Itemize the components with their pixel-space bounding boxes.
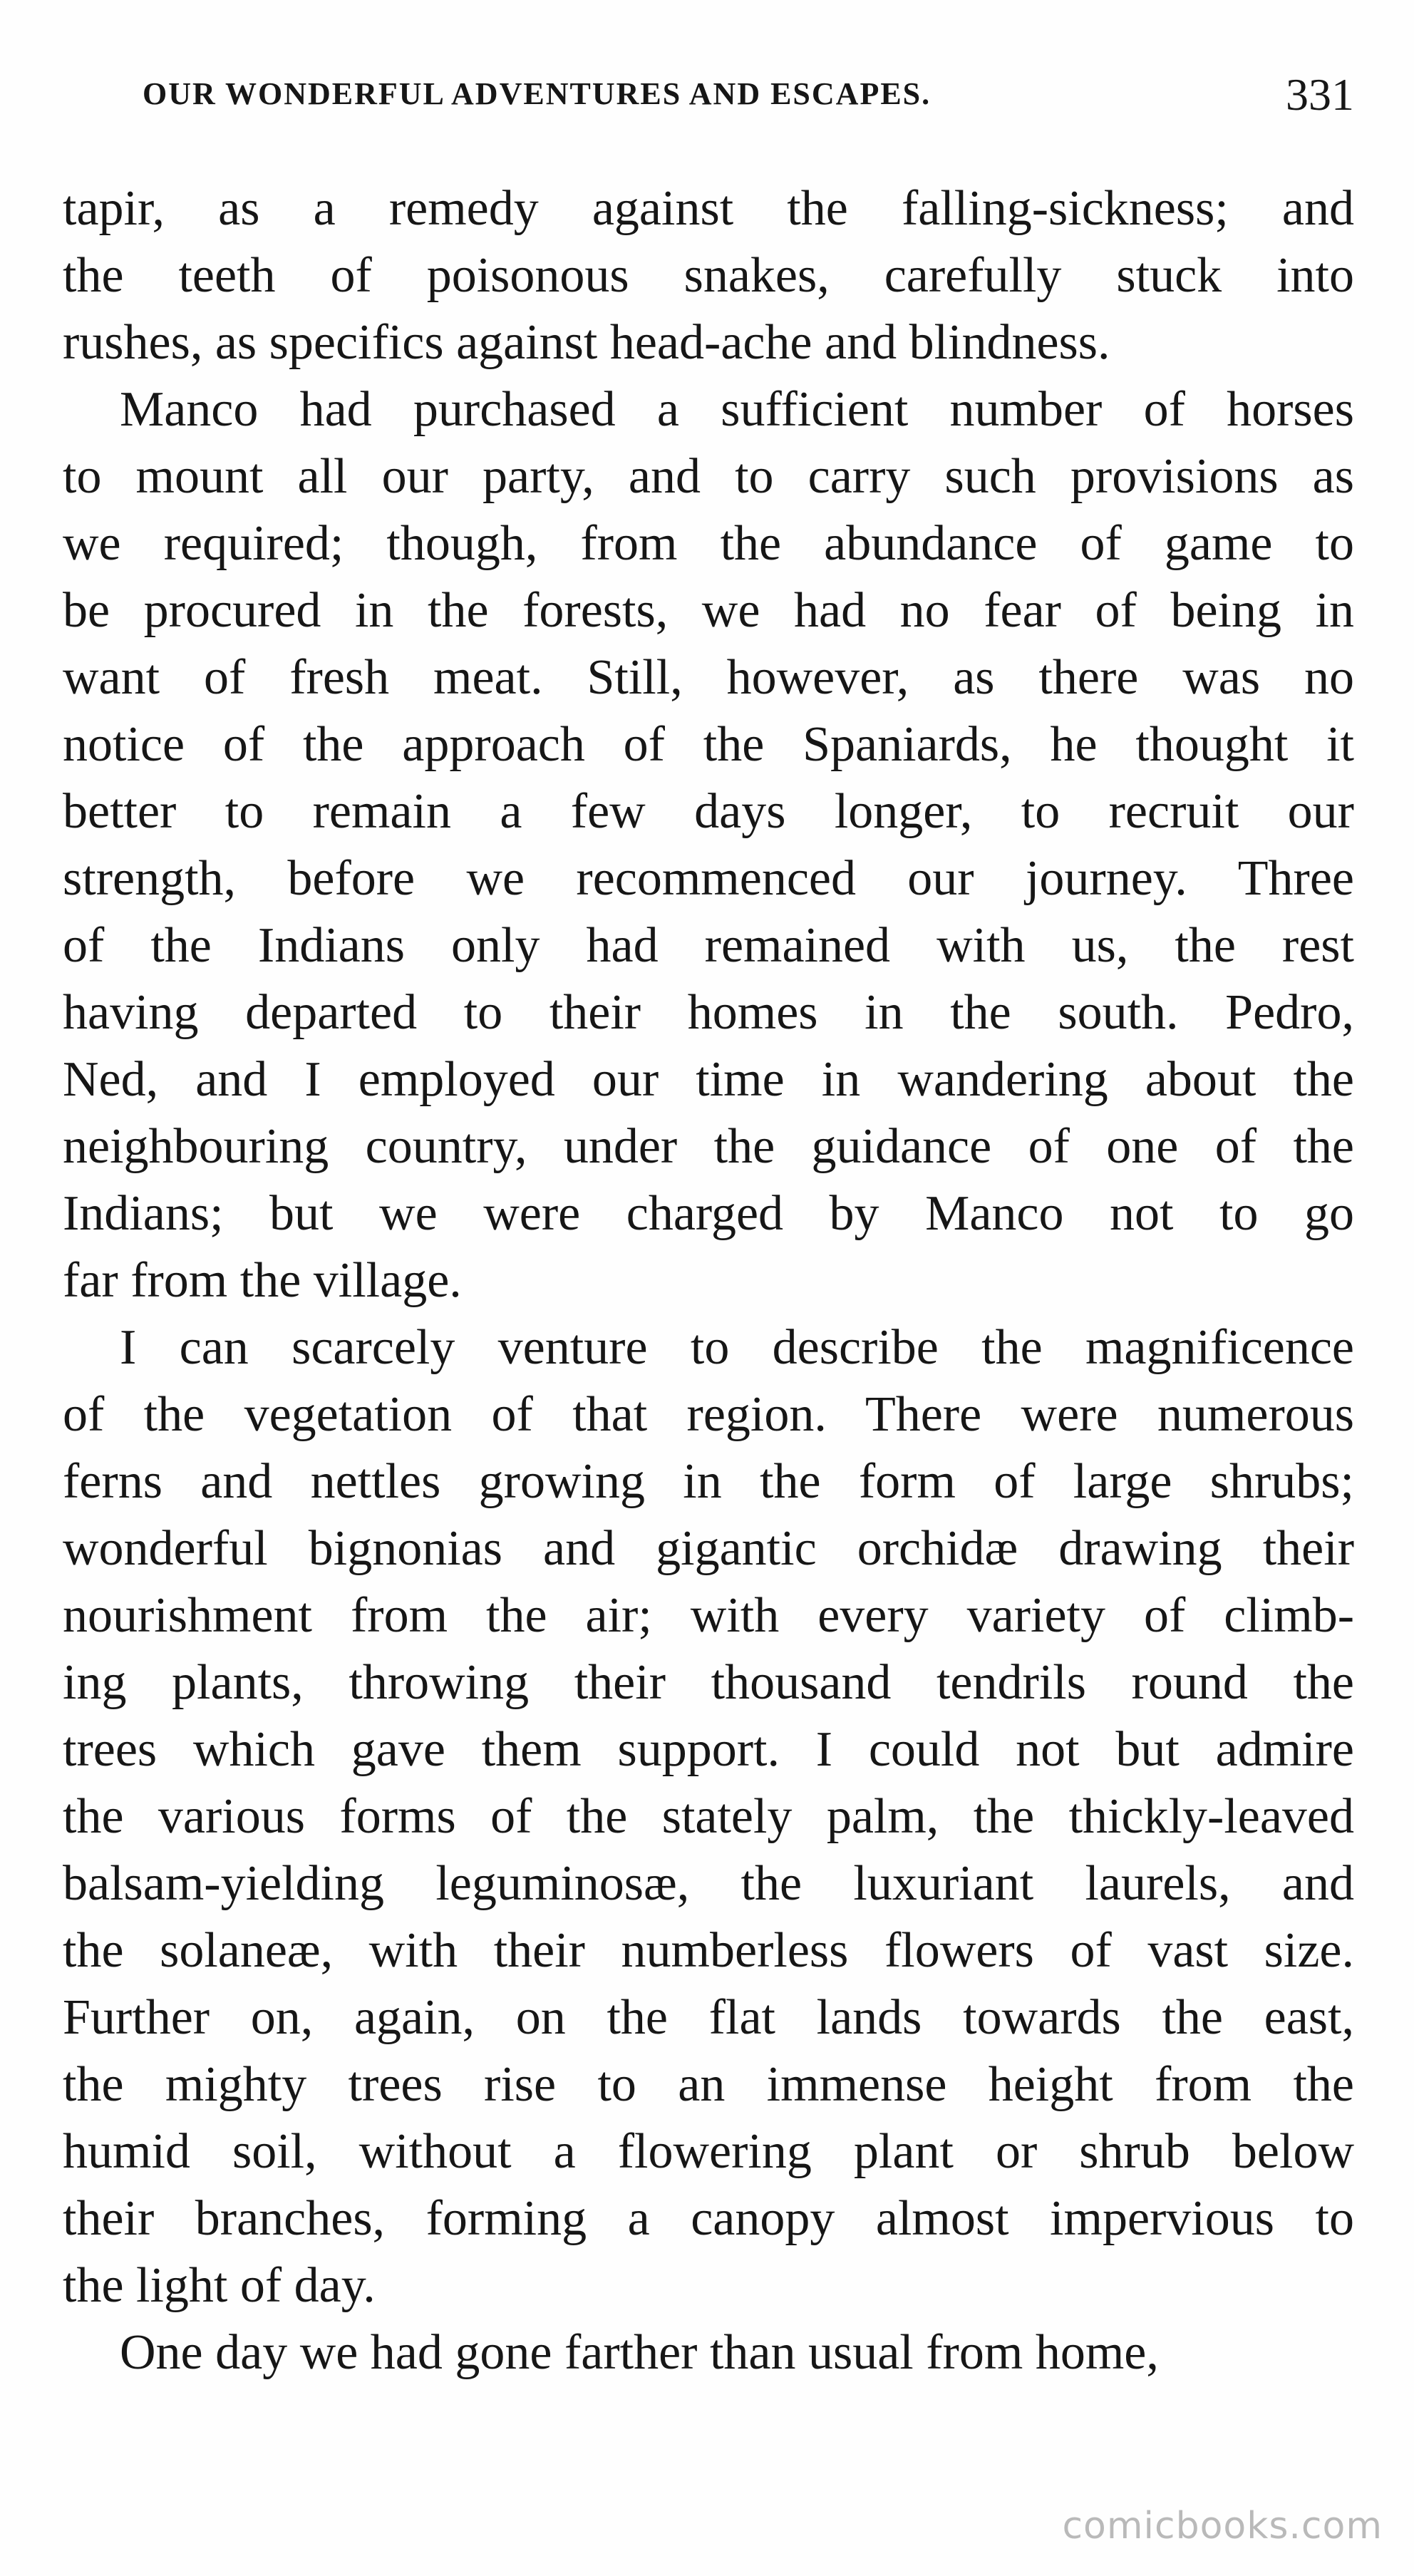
text-line: to mount all our party, and to carry such provisions as: [63, 449, 1354, 504]
text-line: having departed to their homes in the south. Pedro,: [63, 985, 1354, 1040]
text-line: of the vegetation of that region. There were numerous: [63, 1387, 1354, 1442]
text-line: strength, before we recommenced our journey. Three: [63, 851, 1354, 906]
text-line: of the Indians only had remained with us, the rest: [63, 918, 1354, 973]
text-line: Indians; but we were charged by Manco not to go: [63, 1186, 1354, 1241]
text-line: better to remain a few days longer, to recruit our: [63, 784, 1354, 839]
text-line: Manco had purchased a sufficient number of horses: [120, 382, 1354, 437]
text-line: Ned, and I employed our time in wandering about the: [63, 1052, 1354, 1107]
running-head: [143, 68, 1354, 125]
text-line: wonderful bignonias and gigantic orchidæ drawing their: [63, 1521, 1354, 1576]
text-line: the solaneæ, with their numberless flowers of vast size.: [63, 1923, 1354, 1978]
text-line: their branches, forming a canopy almost impervious to: [63, 2191, 1354, 2246]
text-line: I can scarcely venture to describe the magnificence: [120, 1320, 1354, 1375]
text-line: want of fresh meat. Still, however, as there was no: [63, 650, 1354, 705]
text-line: ferns and nettles growing in the form of large shrubs;: [63, 1454, 1354, 1509]
text-line: neighbouring country, under the guidance of one of the: [63, 1119, 1354, 1174]
text-line: ing plants, throwing their thousand tendrils round the: [63, 1655, 1354, 1710]
text-line: One day we had gone farther than usual from home,: [120, 2325, 1159, 2380]
running-title: OUR WONDERFUL ADVENTURES AND ESCAPES.: [143, 76, 932, 111]
text-line: balsam-yielding leguminosæ, the luxuriant laurels, and: [63, 1856, 1354, 1911]
text-line: the teeth of poisonous snakes, carefully stuck into: [63, 248, 1354, 303]
text-line: Further on, again, on the flat lands towards the east,: [63, 1990, 1354, 2045]
text-line: the mighty trees rise to an immense height from the: [63, 2057, 1354, 2112]
text-line: trees which gave them support. I could not but admire: [63, 1722, 1354, 1777]
text-line: rushes, as specifics against head-ache and blindness.: [63, 315, 1110, 370]
watermark: comicbooks.com: [1062, 2505, 1383, 2547]
text-line: we required; though, from the abundance of game to: [63, 516, 1354, 571]
text-line: the light of day.: [63, 2258, 376, 2313]
text-line: far from the village.: [63, 1253, 462, 1308]
body-text: [63, 175, 1354, 2386]
text-line: the various forms of the stately palm, the thickly-leaved: [63, 1789, 1354, 1844]
text-line: nourishment from the air; with every variety of climb-: [63, 1588, 1354, 1643]
text-line: be procured in the forests, we had no fear of being in: [63, 583, 1354, 638]
text-line: notice of the approach of the Spaniards, he thought it: [63, 717, 1354, 772]
page-number: 331: [1286, 69, 1354, 120]
text-line: humid soil, without a flowering plant or shrub below: [63, 2124, 1354, 2179]
text-line: tapir, as a remedy against the falling-sickness; and: [63, 181, 1354, 236]
